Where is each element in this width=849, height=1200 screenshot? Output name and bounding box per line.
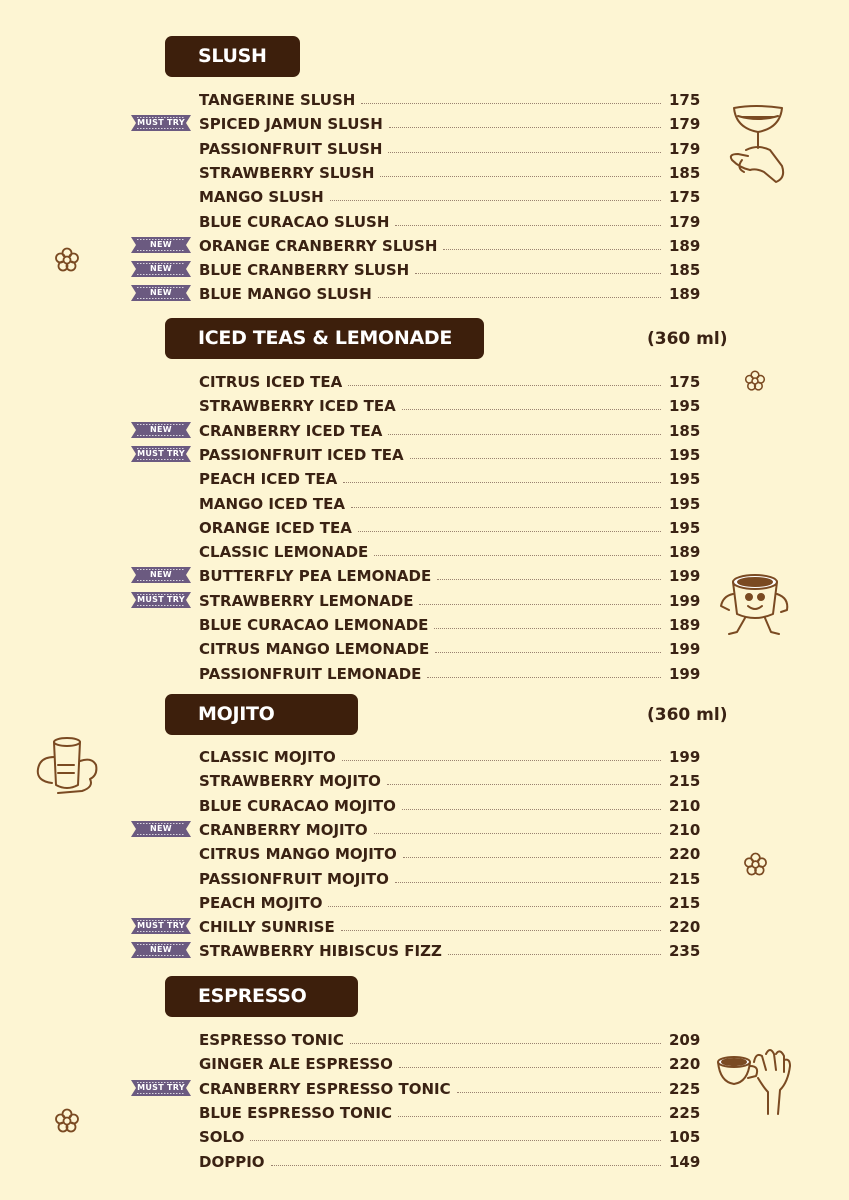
- section-volume: (360 ml): [647, 329, 728, 349]
- menu-item: [199, 1074, 699, 1098]
- espresso-cup-hand-icon: [714, 1048, 796, 1118]
- item-price: 195: [669, 494, 701, 513]
- item-price: 199: [669, 640, 701, 659]
- item-price: 215: [669, 772, 701, 791]
- leader-dots: [374, 833, 661, 834]
- item-name: CITRUS MANGO LEMONADE: [199, 640, 430, 659]
- item-price: 175: [669, 188, 701, 207]
- leader-dots: [395, 225, 661, 226]
- flower-icon: [744, 370, 766, 392]
- item-price: 189: [669, 616, 701, 634]
- menu-item: [199, 1049, 699, 1073]
- item-price: 189: [669, 543, 701, 562]
- menu-item: [199, 1025, 699, 1049]
- item-name: GINGER ALE ESPRESSO: [199, 1055, 393, 1074]
- leader-dots: [341, 930, 661, 931]
- menu-item: [199, 489, 699, 513]
- item-price: 195: [669, 518, 701, 537]
- menu-item: [199, 742, 699, 766]
- section-title: MOJITO: [165, 694, 358, 735]
- menu-item: [199, 367, 699, 391]
- item-price: 185: [669, 261, 701, 280]
- item-name: CITRUS ICED TEA: [199, 373, 343, 391]
- menu-item: [199, 1098, 699, 1122]
- item-price: 199: [669, 567, 701, 586]
- leader-dots: [361, 103, 661, 104]
- must-try-badge: [131, 1078, 191, 1098]
- item-name: MANGO SLUSH: [199, 188, 324, 207]
- menu-item: [199, 791, 699, 815]
- item-price: 175: [669, 373, 701, 391]
- item-price: 199: [669, 748, 701, 766]
- menu-item: [199, 634, 699, 658]
- menu-item: [199, 610, 699, 634]
- must-try-badge: [131, 590, 191, 610]
- leader-dots: [348, 385, 661, 386]
- cocktail-glass-hand-icon: [720, 98, 790, 188]
- item-price: 175: [669, 91, 701, 109]
- new-badge: [131, 565, 191, 585]
- menu-item: [199, 134, 699, 158]
- menu-item: [199, 255, 699, 279]
- item-name: CRANBERRY MOJITO: [199, 820, 368, 839]
- item-name: PASSIONFRUIT SLUSH: [199, 139, 383, 158]
- item-name: SOLO: [199, 1128, 245, 1147]
- item-name: ORANGE CRANBERRY SLUSH: [199, 236, 438, 255]
- item-price: 220: [669, 918, 701, 937]
- badge-label: NEW: [150, 424, 172, 434]
- badge-label: MUST TRY: [137, 448, 185, 458]
- leader-dots: [403, 857, 661, 858]
- badge-label: MUST TRY: [137, 1082, 185, 1092]
- item-price: 210: [669, 796, 701, 815]
- leader-dots: [271, 1165, 661, 1166]
- new-badge: [131, 283, 191, 303]
- item-name: PEACH MOJITO: [199, 893, 323, 912]
- leader-dots: [380, 176, 661, 177]
- menu-item: [199, 182, 699, 206]
- item-price: 185: [669, 163, 701, 182]
- item-price: 225: [669, 1103, 701, 1122]
- menu-item: [199, 659, 699, 683]
- menu-item: [199, 109, 699, 133]
- section-title: ESPRESSO: [165, 976, 358, 1017]
- item-price: 199: [669, 664, 701, 683]
- menu-item: [199, 888, 699, 912]
- leader-dots: [342, 760, 661, 761]
- badge-label: NEW: [150, 823, 172, 833]
- leader-dots: [419, 604, 661, 605]
- menu-item: [199, 561, 699, 585]
- section-volume: (360 ml): [647, 705, 728, 725]
- leader-dots: [437, 579, 661, 580]
- menu-item: [199, 440, 699, 464]
- item-name: CLASSIC LEMONADE: [199, 543, 369, 562]
- leader-dots: [387, 784, 661, 785]
- badge-label: NEW: [150, 945, 172, 955]
- menu-item: [199, 864, 699, 888]
- leader-dots: [395, 882, 661, 883]
- leader-dots: [351, 507, 661, 508]
- item-price: 215: [669, 893, 701, 912]
- leader-dots: [330, 200, 661, 201]
- leader-dots: [358, 531, 661, 532]
- item-name: STRAWBERRY LEMONADE: [199, 591, 414, 610]
- item-price: 199: [669, 591, 701, 610]
- leader-dots: [328, 906, 661, 907]
- item-name: CITRUS MANGO MOJITO: [199, 845, 397, 864]
- item-name: BLUE MANGO SLUSH: [199, 285, 372, 304]
- must-try-badge: [131, 113, 191, 133]
- must-try-badge: [131, 916, 191, 936]
- item-price: 179: [669, 115, 701, 134]
- item-price: 179: [669, 212, 701, 231]
- leader-dots: [402, 809, 661, 810]
- item-name: MANGO ICED TEA: [199, 494, 345, 513]
- leader-dots: [250, 1140, 661, 1141]
- menu-item: [199, 391, 699, 415]
- item-name: STRAWBERRY HIBISCUS FIZZ: [199, 942, 442, 961]
- badge-label: MUST TRY: [137, 921, 185, 931]
- leader-dots: [434, 628, 661, 629]
- menu-item: [199, 839, 699, 863]
- item-name: BLUE CURACAO SLUSH: [199, 212, 390, 231]
- leader-dots: [435, 652, 661, 653]
- item-name: STRAWBERRY MOJITO: [199, 772, 381, 791]
- flower-icon: [54, 1108, 80, 1134]
- badge-label: MUST TRY: [137, 118, 185, 128]
- item-price: 220: [669, 845, 701, 864]
- new-badge: [131, 940, 191, 960]
- item-name: STRAWBERRY ICED TEA: [199, 397, 396, 416]
- leader-dots: [443, 249, 661, 250]
- item-name: BLUE CURACAO MOJITO: [199, 796, 396, 815]
- leader-dots: [402, 409, 661, 410]
- item-price: 195: [669, 397, 701, 416]
- menu-item: [199, 513, 699, 537]
- badge-label: NEW: [150, 288, 172, 298]
- menu-item: [199, 207, 699, 231]
- item-name: STRAWBERRY SLUSH: [199, 163, 375, 182]
- leader-dots: [410, 458, 661, 459]
- item-price: 195: [669, 445, 701, 464]
- walking-coffee-cup-icon: [715, 570, 795, 645]
- item-name: CLASSIC MOJITO: [199, 748, 336, 766]
- item-name: ORANGE ICED TEA: [199, 518, 352, 537]
- new-badge: [131, 819, 191, 839]
- item-price: 185: [669, 421, 701, 440]
- leader-dots: [343, 482, 661, 483]
- item-price: 209: [669, 1031, 701, 1049]
- new-badge: [131, 235, 191, 255]
- item-price: 225: [669, 1079, 701, 1098]
- item-name: BUTTERFLY PEA LEMONADE: [199, 567, 432, 586]
- item-price: 220: [669, 1055, 701, 1074]
- leader-dots: [388, 434, 661, 435]
- leader-dots: [457, 1092, 661, 1093]
- leader-dots: [350, 1043, 661, 1044]
- menu-item: [199, 912, 699, 936]
- leader-dots: [448, 954, 661, 955]
- leader-dots: [415, 273, 661, 274]
- item-name: SPICED JAMUN SLUSH: [199, 115, 383, 134]
- item-name: PEACH ICED TEA: [199, 470, 338, 489]
- menu-item: [199, 464, 699, 488]
- hand-holding-cup-icon: [34, 735, 104, 797]
- badge-label: NEW: [150, 264, 172, 274]
- flower-icon: [743, 852, 768, 877]
- item-name: CRANBERRY ICED TEA: [199, 421, 383, 440]
- item-name: CRANBERRY ESPRESSO TONIC: [199, 1079, 451, 1098]
- item-price: 210: [669, 820, 701, 839]
- item-price: 179: [669, 139, 701, 158]
- menu-item: [199, 766, 699, 790]
- badge-label: NEW: [150, 239, 172, 249]
- new-badge: [131, 259, 191, 279]
- flower-icon: [54, 247, 80, 273]
- item-name: PASSIONFRUIT ICED TEA: [199, 445, 404, 464]
- item-name: BLUE CURACAO LEMONADE: [199, 616, 429, 634]
- leader-dots: [427, 677, 661, 678]
- item-price: 105: [669, 1128, 701, 1147]
- menu-item: [199, 1147, 699, 1171]
- badge-label: NEW: [150, 570, 172, 580]
- item-name: BLUE CRANBERRY SLUSH: [199, 261, 410, 280]
- menu-item: [199, 1122, 699, 1146]
- menu-item: [199, 586, 699, 610]
- item-price: 235: [669, 942, 701, 961]
- section-title: ICED TEAS & LEMONADE: [165, 318, 484, 359]
- item-price: 195: [669, 470, 701, 489]
- menu-item: [199, 815, 699, 839]
- item-name: BLUE ESPRESSO TONIC: [199, 1103, 392, 1122]
- menu-item: [199, 85, 699, 109]
- item-name: ESPRESSO TONIC: [199, 1031, 344, 1049]
- menu-item: [199, 936, 699, 960]
- menu-item: [199, 279, 699, 303]
- item-name: PASSIONFRUIT MOJITO: [199, 869, 389, 888]
- item-name: CHILLY SUNRISE: [199, 918, 335, 937]
- leader-dots: [374, 555, 661, 556]
- menu-item: [199, 231, 699, 255]
- menu-item: [199, 416, 699, 440]
- item-name: DOPPIO: [199, 1152, 265, 1171]
- item-price: 149: [669, 1152, 701, 1171]
- item-name: PASSIONFRUIT LEMONADE: [199, 664, 422, 683]
- item-price: 189: [669, 285, 701, 304]
- leader-dots: [378, 297, 661, 298]
- leader-dots: [399, 1067, 661, 1068]
- menu-item: [199, 537, 699, 561]
- leader-dots: [388, 152, 661, 153]
- badge-label: MUST TRY: [137, 594, 185, 604]
- item-price: 189: [669, 236, 701, 255]
- must-try-badge: [131, 444, 191, 464]
- item-name: TANGERINE SLUSH: [199, 91, 356, 109]
- leader-dots: [398, 1116, 661, 1117]
- new-badge: [131, 420, 191, 440]
- item-price: 215: [669, 869, 701, 888]
- leader-dots: [389, 127, 661, 128]
- section-title: SLUSH: [165, 36, 300, 77]
- menu-item: [199, 158, 699, 182]
